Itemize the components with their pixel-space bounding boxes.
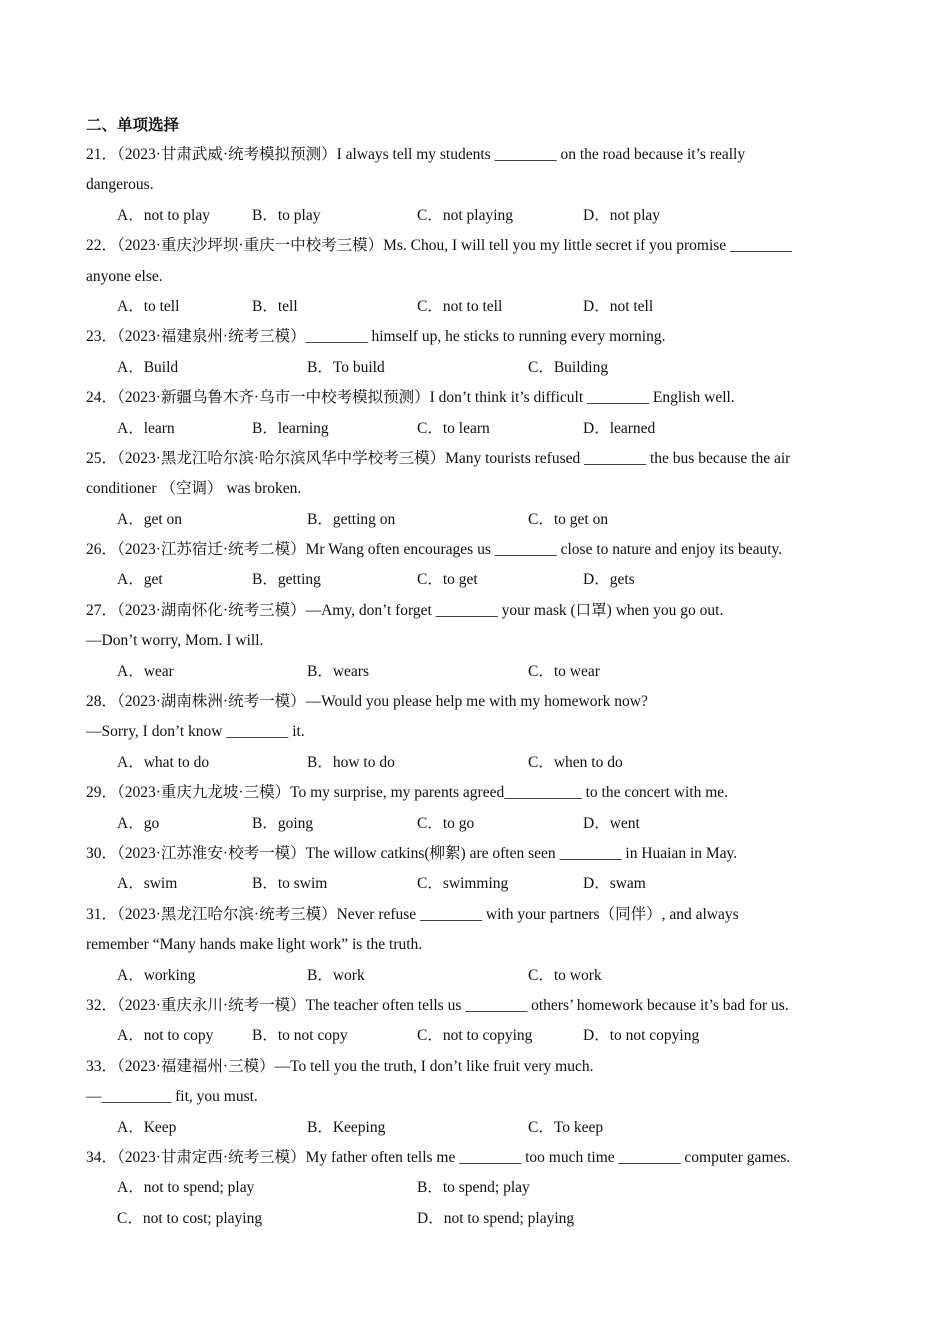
- option-c[interactable]: C．Building: [528, 358, 609, 376]
- option-c[interactable]: C．to get on: [528, 510, 609, 528]
- question-text: remember “Many hands make light work” is the truth.: [86, 936, 423, 954]
- option-c[interactable]: C．To keep: [528, 1118, 604, 1136]
- question-29: [86, 778, 864, 839]
- question-text: 23．（2023·福建泉州·统考三模）________ himself up, he sticks to running every morning.: [86, 328, 666, 346]
- option-a[interactable]: A．not to copy: [117, 1027, 214, 1045]
- options-row: [117, 292, 864, 322]
- options-row: [117, 809, 864, 839]
- question-text: 24．（2023·新疆乌鲁木齐·乌市一中校考模拟预测）I don’t think it’s difficult ________ English well.: [86, 389, 735, 407]
- option-b[interactable]: B．how to do: [307, 753, 395, 771]
- options-row: [117, 414, 864, 444]
- question-text: 33．（2023·福建福州·三模）—To tell you the truth, I don’t like fruit very much.: [86, 1057, 594, 1075]
- option-c[interactable]: C．to get: [417, 571, 478, 589]
- question-27: [86, 596, 864, 687]
- question-32: [86, 991, 864, 1052]
- option-c[interactable]: C．not playing: [417, 206, 514, 224]
- question-text: 32．（2023·重庆永川·统考一模）The teacher often tells us ________ others’ homework because it’s bad for us.: [86, 996, 789, 1014]
- option-b[interactable]: B．to play: [252, 206, 321, 224]
- options-row: [117, 961, 864, 991]
- option-d[interactable]: D．not play: [583, 206, 661, 224]
- question-text: 21．（2023·甘肃武威·统考模拟预测）I always tell my students ________ on the road because it’s really: [86, 146, 746, 163]
- option-b[interactable]: B．getting: [252, 571, 321, 589]
- options-row: [117, 353, 864, 383]
- option-a[interactable]: A．get on: [117, 510, 183, 528]
- question-text: 28．（2023·湖南株洲·统考一模）—Would you please help me with my homework now?: [86, 693, 648, 711]
- option-c[interactable]: C．not to tell: [417, 297, 503, 315]
- options-row: [117, 748, 864, 778]
- question-text: —Don’t worry, Mom. I will.: [86, 632, 264, 650]
- option-c[interactable]: C．to work: [528, 966, 602, 984]
- option-c[interactable]: C．when to do: [528, 753, 623, 771]
- option-a[interactable]: A．not to play: [117, 206, 210, 224]
- options-row: [117, 869, 864, 899]
- option-c[interactable]: C．to wear: [528, 662, 600, 680]
- option-c[interactable]: C．not to cost; playing: [117, 1209, 263, 1227]
- question-22: [86, 231, 864, 322]
- option-b[interactable]: B．to spend; play: [417, 1179, 530, 1197]
- exercise-page: [86, 112, 864, 1234]
- option-b[interactable]: B．wears: [307, 662, 369, 680]
- question-text: 22．（2023·重庆沙坪坝·重庆一中校考三模）Ms. Chou, I will tell you my little secret if you promise ________: [86, 237, 793, 255]
- option-b[interactable]: B．going: [252, 814, 314, 832]
- option-a[interactable]: A．Build: [117, 358, 179, 376]
- option-b[interactable]: B．To build: [307, 358, 385, 376]
- question-text: anyone else.: [86, 267, 163, 285]
- options-row: [117, 1021, 864, 1051]
- option-a[interactable]: A．not to spend; play: [117, 1179, 255, 1197]
- options-row: [117, 1113, 864, 1143]
- question-text: 29．（2023·重庆九龙坡·三模）To my surprise, my parents agreed__________ to the concert with me.: [86, 784, 729, 802]
- option-c[interactable]: C．to learn: [417, 419, 490, 437]
- question-26: [86, 535, 864, 596]
- question-31: [86, 900, 864, 991]
- question-text: —_________ fit, you must.: [86, 1088, 258, 1106]
- option-d[interactable]: D．to not copying: [583, 1027, 700, 1045]
- question-21: [86, 140, 864, 231]
- option-a[interactable]: A．swim: [117, 875, 178, 893]
- options-row: [117, 565, 864, 595]
- section-title: 二、单项选择: [86, 117, 180, 134]
- question-text: 25．（2023·黑龙江哈尔滨·哈尔滨风华中学校考三模）Many tourists refused ________ the bus because the air: [86, 449, 791, 467]
- option-a[interactable]: A．learn: [117, 419, 175, 437]
- option-d[interactable]: D．swam: [583, 875, 646, 893]
- option-b[interactable]: B．learning: [252, 419, 329, 437]
- option-d[interactable]: D．not tell: [583, 297, 654, 315]
- question-24: [86, 383, 864, 444]
- option-c[interactable]: C．not to copying: [417, 1027, 533, 1045]
- options-row: [117, 201, 864, 231]
- option-b[interactable]: B．tell: [252, 297, 298, 315]
- option-c[interactable]: C．swimming: [417, 875, 509, 893]
- question-34: [86, 1143, 864, 1234]
- option-b[interactable]: B．to not copy: [252, 1027, 348, 1045]
- option-a[interactable]: A．working: [117, 966, 196, 984]
- option-a[interactable]: A．Keep: [117, 1118, 177, 1136]
- option-a[interactable]: A．go: [117, 814, 160, 832]
- option-c[interactable]: C．to go: [417, 814, 475, 832]
- option-a[interactable]: A．wear: [117, 662, 174, 680]
- question-text: —Sorry, I don’t know ________ it.: [86, 723, 305, 741]
- option-a[interactable]: A．to tell: [117, 297, 180, 315]
- question-text: 34．（2023·甘肃定西·统考三模）My father often tells me ________ too much time ________ computer games.: [86, 1148, 791, 1166]
- question-text: 26．（2023·江苏宿迁·统考二模）Mr Wang often encourages us ________ close to nature and enjoy its beauty.: [86, 541, 783, 559]
- option-b[interactable]: B．Keeping: [307, 1118, 386, 1136]
- option-d[interactable]: D．went: [583, 814, 640, 832]
- options-row: [117, 1173, 864, 1203]
- option-a[interactable]: A．what to do: [117, 753, 210, 771]
- question-28: [86, 687, 864, 778]
- question-text: 27．（2023·湖南怀化·统考三模）—Amy, don’t forget ________ your mask (口罩) when you go out.: [86, 601, 724, 619]
- option-d[interactable]: D．not to spend; playing: [417, 1209, 575, 1227]
- question-text: 30．（2023·江苏淮安·校考一模）The willow catkins(柳絮) are often seen ________ in Huaian in May.: [86, 844, 738, 862]
- options-row: [117, 1204, 864, 1234]
- options-row: [117, 657, 864, 687]
- option-d[interactable]: D．gets: [583, 571, 635, 589]
- question-23: [86, 322, 864, 383]
- question-30: [86, 839, 864, 900]
- option-a[interactable]: A．get: [117, 571, 163, 589]
- question-text: dangerous.: [86, 176, 154, 194]
- question-text: conditioner （空调） was broken.: [86, 480, 302, 498]
- option-b[interactable]: B．work: [307, 966, 365, 984]
- question-text: 31．（2023·黑龙江哈尔滨·统考三模）Never refuse ________ with your partners（同伴）, and always: [86, 905, 739, 923]
- option-b[interactable]: B．to swim: [252, 875, 328, 893]
- options-row: [117, 505, 864, 535]
- option-d[interactable]: D．learned: [583, 419, 656, 437]
- question-33: [86, 1052, 864, 1143]
- option-b[interactable]: B．getting on: [307, 510, 396, 528]
- question-25: [86, 444, 864, 535]
